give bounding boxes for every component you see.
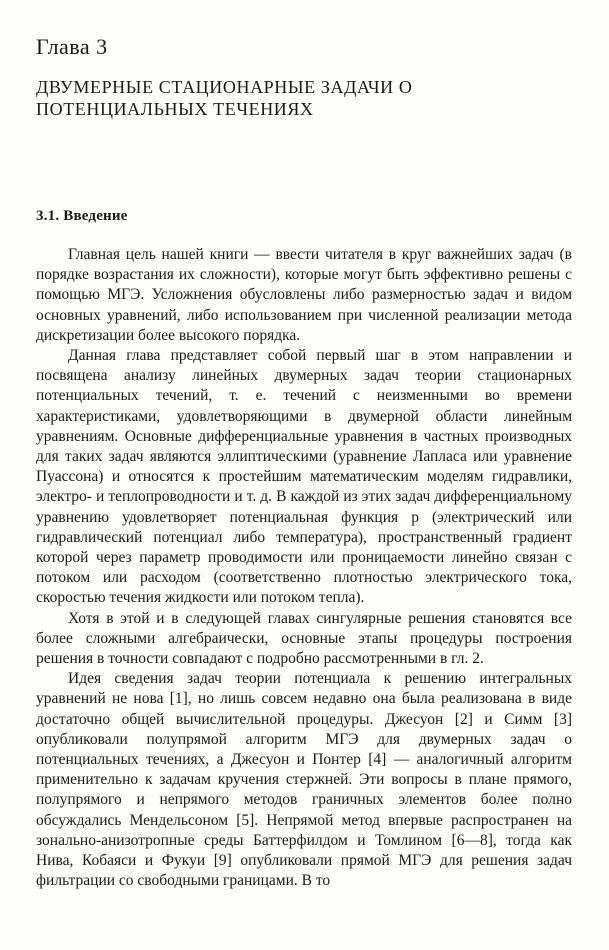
- chapter-title: ДВУМЕРНЫЕ СТАЦИОНАРНЫЕ ЗАДАЧИ О ПОТЕНЦИАЛЬНЫХ ТЕЧЕНИЯХ: [36, 77, 413, 119]
- paragraph-4: Идея сведения задач теории потенциала к решению интегральных уравнений не нова [1], но лишь совсем недавно она была реализована в виде достаточно общей вычислительной процедуры. Джесуон [2] и Симм [3] опубликовали полупрямой алгоритм МГЭ для двумерных задач о потенциальных течениях, а Джесуон и Понтер [4] — аналогичный алгоритм применительно к задачам кручения стержней. Эти вопросы в плане прямого, полупрямого и непрямого методов граничных элементов более полно обсуждались Мендельсоном [5]. Непрямой метод впервые распространен на зонально-анизотропные среды Баттерфилдом и Томлином [6—8], тогда как Нива, Кобаяси и Фукуи [9] опубликовали прямой МГЭ для решения задач фильтрации со свободными границами. В то: [36, 670, 572, 890]
- paragraph-2: Данная глава представляет собой первый шаг в этом направлении и посвящена анализу линейных двумерных задач теории стационарных потенциальных течений, т. е. течений с неизменными во времени характеристиками, удовлетворяющими в двумерной области линейным уравнениям. Основные дифференциальные уравнения в частных производных для таких задач являются эллиптическими (уравнение Лапласа или уравнение Пуассона) и относятся к простейшим математическим моделям гидравлики, электро- и теплопроводности и т. д. В каждой из этих задач дифференциальному уравнению удовлетворяет потенциальная функция p (электрический или гидравлический потенциал либо температура), пространственный градиент которой через параметр проводимости или проницаемости линейно связан с потоком или расходом (соответственно плотностью электрического тока, скоростью течения жидкости или потоком тепла).: [36, 347, 572, 607]
- body-text: [36, 245, 572, 892]
- paragraph-1: Главная цель нашей книги — ввести читателя в круг важнейших задач (в порядке возрастания их сложности), которые могут быть эффективно решены с помощью МГЭ. Усложнения обусловлены либо размерностью задач и видом основных уравнений, либо использованием при численной реализации метода дискретизации более высокого порядка.: [36, 246, 572, 344]
- paragraph-3: Хотя в этой и в следующей главах сингулярные решения становятся все более сложными алгебраически, основные этапы процедуры построения решения в точности совпадают с подробно рассмотренными в гл. 2.: [36, 609, 572, 668]
- section-heading: 3.1. Введение: [36, 208, 128, 224]
- chapter-label: Глава 3: [36, 34, 108, 59]
